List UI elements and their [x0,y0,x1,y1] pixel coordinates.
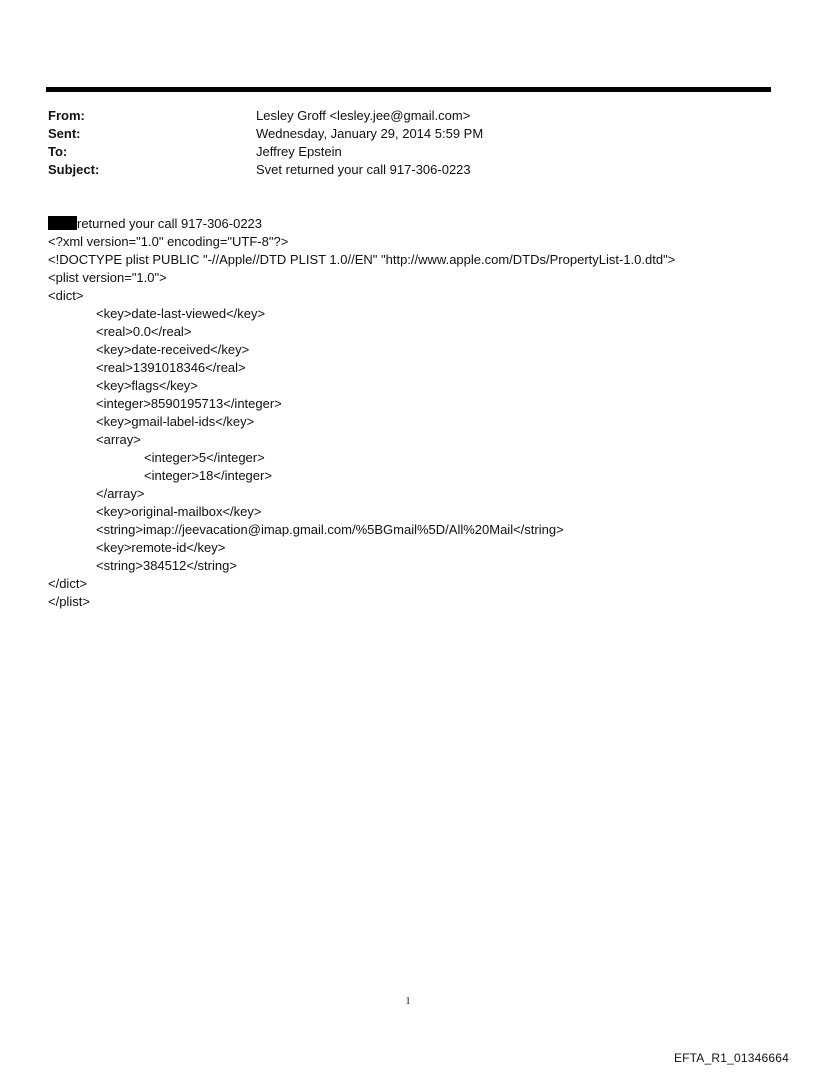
plist-line: <key>remote-id</key> [96,540,226,555]
plist-line: </array> [96,486,145,501]
plist-line: <array> [96,432,141,447]
plist-line: <dict> [48,288,84,303]
plist-line: <string>imap://jeevacation@imap.gmail.com/%5BGmail%5D/All%20Mail</string> [96,522,564,537]
plist-line: <key>date-received</key> [96,342,250,357]
plist-line: <key>original-mailbox</key> [96,504,262,519]
plist-line: <string>384512</string> [96,558,237,573]
top-rule [46,87,771,92]
subject-label: Subject: [48,162,100,177]
document-id: EFTA_R1_01346664 [673,1051,789,1065]
subject-row [48,161,748,179]
from-label: From: [48,108,85,123]
plist-line: <!DOCTYPE plist PUBLIC "-//Apple//DTD PLIST 1.0//EN" "http://www.apple.com/DTDs/PropertyList-1.0.dtd"> [48,252,676,267]
email-body [48,215,788,611]
plist-line: <key>gmail-label-ids</key> [96,414,255,429]
sent-value: Wednesday, January 29, 2014 5:59 PM [256,126,484,141]
plist-line: </plist> [48,594,90,609]
plist-line: <?xml version="1.0" encoding="UTF-8"?> [48,234,289,249]
to-value: Jeffrey Epstein [256,144,342,159]
sent-row [48,125,748,143]
plist-line: <key>flags</key> [96,378,198,393]
email-header [48,107,748,179]
plist-line: <integer>18</integer> [144,468,272,483]
page-number: 1 [405,996,411,1007]
plist-line: <real>0.0</real> [96,324,192,339]
sent-label: Sent: [48,126,81,141]
plist-line: <integer>8590195713</integer> [96,396,282,411]
first-line-text: returned your call 917-306-0223 [77,216,263,231]
plist-line: <integer>5</integer> [144,450,265,465]
plist-line: <key>date-last-viewed</key> [96,306,266,321]
plist-line: <real>1391018346</real> [96,360,246,375]
from-value: Lesley Groff <lesley.jee@gmail.com> [256,108,471,123]
plist-line: <plist version="1.0"> [48,270,167,285]
to-label: To: [48,144,68,159]
subject-value: Svet returned your call 917-306-0223 [256,162,471,177]
from-row [48,107,748,125]
to-row [48,143,748,161]
body-first-line [48,215,788,233]
redaction-box [48,216,77,230]
plist-line: </dict> [48,576,88,591]
